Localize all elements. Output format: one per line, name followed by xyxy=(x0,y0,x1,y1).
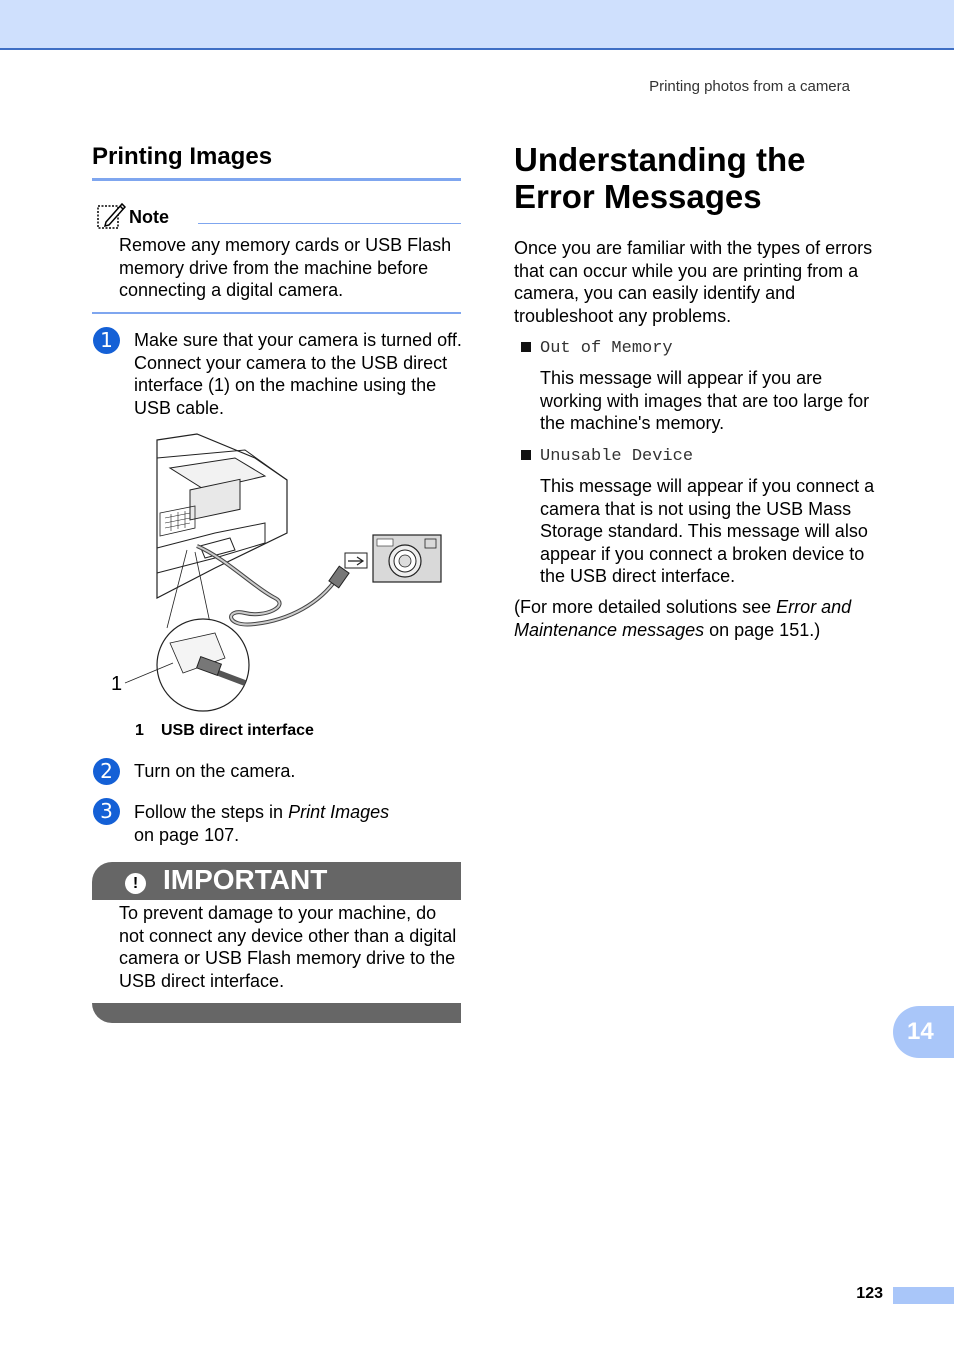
error-desc-out-of-memory: This message will appear if you are working with images that are too large for the machine's memory. xyxy=(540,368,870,433)
step-badge-2: 2 xyxy=(93,758,120,785)
step-2-text: Turn on the camera. xyxy=(134,761,296,781)
section-heading-printing-images: Printing Images xyxy=(92,143,273,170)
note-text: Remove any memory cards or USB Flash memory drive from the machine before connecting a digital camera. xyxy=(119,235,452,300)
step-3-text-before: Follow the steps in xyxy=(134,802,289,822)
note-pencil-icon xyxy=(96,200,126,230)
intro-paragraph: Once you are familiar with the types of errors that can occur while you are printing from a camera, you can easily identify and troubleshoot any problems. xyxy=(514,238,873,326)
reference-paragraph xyxy=(514,596,886,641)
note-bottom-rule xyxy=(92,312,461,314)
important-footer-bar xyxy=(92,1003,461,1023)
important-label: IMPORTANT xyxy=(163,864,328,895)
page-number-bar xyxy=(893,1287,954,1304)
caption-text: USB direct interface xyxy=(161,722,314,739)
error-code-unusable-device: Unusable Device xyxy=(540,447,694,466)
error-maintenance-link[interactable]: Error and Maintenance messages xyxy=(514,597,852,640)
top-header-band xyxy=(0,0,954,50)
page-number: 123 xyxy=(856,1285,883,1302)
print-images-link[interactable]: Print Images xyxy=(288,802,390,822)
heading-underline xyxy=(92,178,461,181)
step-3-text xyxy=(134,801,464,846)
chapter-tab: 14 xyxy=(893,1006,954,1058)
step-1-text: Make sure that your camera is turned off. Connect your camera to the USB direct interface (1) on the machine using the USB cable. xyxy=(134,330,462,418)
error-desc-unusable-device: This message will appear if you connect a camera that is not using the USB Mass Storage standard. This message will also appear if you connect a broken device to the USB direct interface. xyxy=(540,476,875,586)
step-3-text-after: on page 107. xyxy=(134,824,240,845)
reference-after: on page 151.) xyxy=(704,619,821,640)
reference-before: (For more detailed solutions see xyxy=(514,597,777,617)
important-text: To prevent damage to your machine, do not connect any device other than a digital camera or USB Flash memory drive to the USB direct interface. xyxy=(119,903,457,991)
note-divider xyxy=(198,223,461,224)
step-badge-3: 3 xyxy=(93,798,120,825)
bullet-square xyxy=(521,450,531,460)
section-heading-error-messages: Understanding the Error Messages xyxy=(514,141,806,215)
error-code-out-of-memory: Out of Memory xyxy=(540,339,673,358)
exclamation-icon: ! xyxy=(125,873,146,894)
bullet-square xyxy=(521,342,531,352)
figure-caption xyxy=(135,722,314,740)
figure-callout-number: 1 xyxy=(111,673,123,695)
step-badge-1: 1 xyxy=(93,327,120,354)
printer-camera-usb-illustration xyxy=(105,428,450,718)
caption-number: 1 xyxy=(135,722,144,739)
note-label: Note xyxy=(129,207,169,227)
running-head: Printing photos from a camera xyxy=(649,78,850,95)
